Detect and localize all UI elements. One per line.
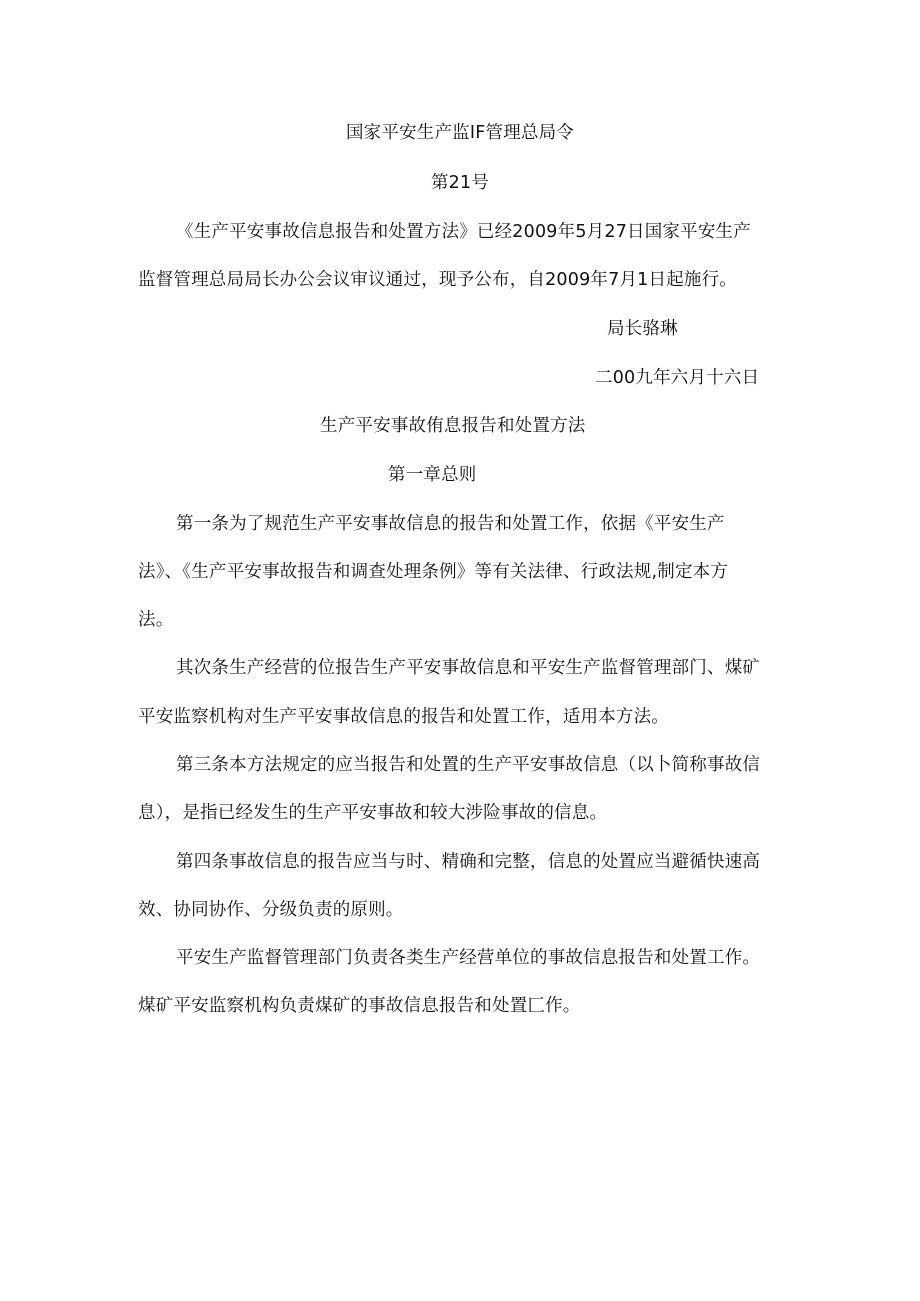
article-2-line-1: 其次条生产经营的位报告生产平安事故信息和平安生产监督管理部门、煤矿 bbox=[176, 658, 761, 678]
article-5-line-2: 煤矿平安监察机构负责煤矿的事故信息报告和处置匚作。 bbox=[138, 996, 581, 1016]
article-5-line-1: 平安生产监督管理部门负责各类生产经营单位的事故信息报告和处置工作。 bbox=[176, 948, 761, 968]
article-1-line-1: 第一条为了规范生产平安事故信息的报告和处置工作，依据《平安生产 bbox=[176, 514, 725, 534]
article-3-line-2: 息），是指已经发生的生产平安事故和较大涉险事故的信息。 bbox=[138, 803, 608, 823]
announcement-line-1: 《生产平安事故信息报告和处置方法》已经2009年5月27日国家平安生产 bbox=[176, 222, 751, 242]
article-4-line-1: 第四条事故信息的报告应当与时、精确和完整，信息的处置应当避循快速高 bbox=[176, 852, 761, 872]
article-3-line-1: 第三条本方法规定的应当报告和处置的生产平安事故信息（以卜简称事故信 bbox=[176, 755, 761, 775]
article-2-line-2: 平安监察机构对生产平安事故信息的报告和处置工作，适用本方法。 bbox=[138, 707, 669, 727]
article-4-line-2: 效、协同协作、分级负责的原则。 bbox=[138, 900, 404, 920]
order-title: 国家平安生产监IF管理总局令 bbox=[345, 123, 575, 143]
article-1-line-2: 法》、《生产平安事故报告和调查处理条例》等有关法律、行政法规,制定本方 bbox=[138, 562, 729, 582]
article-1-line-3: 法。 bbox=[138, 610, 174, 630]
signature: 局长骆琳 bbox=[607, 319, 678, 339]
regulation-title: 生产平安事故侑息报告和处置方法 bbox=[320, 416, 586, 436]
announcement-line-2: 监督管理总局局长办公会议审议通过，现予公布，自2009年7月1日起施行。 bbox=[138, 270, 738, 290]
chapter-title: 第一章总则 bbox=[388, 465, 477, 485]
order-number: 第21号 bbox=[430, 173, 490, 193]
issue-date: 二00九年六月十六日 bbox=[595, 368, 760, 388]
